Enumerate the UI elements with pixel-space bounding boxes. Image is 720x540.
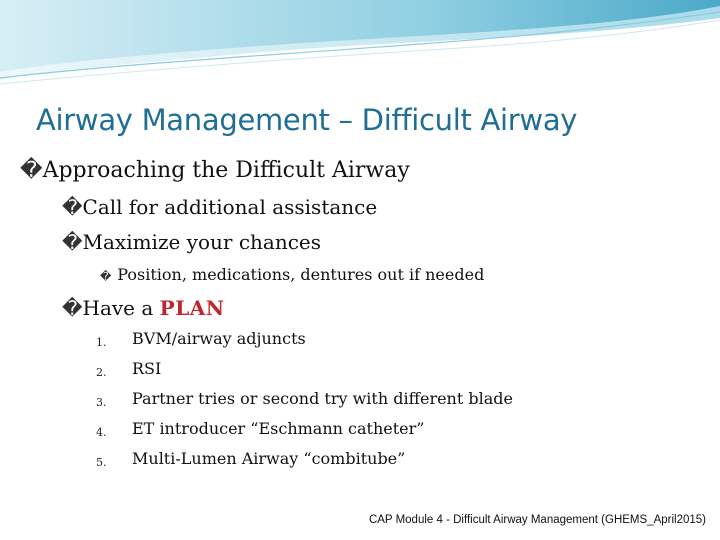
bullet-glyph-icon: � xyxy=(62,195,83,219)
bullet-level2 xyxy=(62,195,377,219)
list-number: 3. xyxy=(96,396,107,409)
slide-title: Airway Management – Difficult Airway xyxy=(36,103,578,137)
bullet-glyph-icon: � xyxy=(62,230,83,254)
plan-heading xyxy=(62,296,225,320)
bullet-level2 xyxy=(62,230,321,254)
list-item: ET introducer “Eschmann catheter” xyxy=(132,419,425,438)
list-number: 4. xyxy=(96,426,107,439)
list-number: 5. xyxy=(96,456,107,469)
list-number: 2. xyxy=(96,366,107,379)
bullet-glyph-icon: � xyxy=(62,296,83,320)
list-item: BVM/airway adjuncts xyxy=(132,329,306,348)
bullet-glyph-icon: � xyxy=(100,270,112,283)
bullet-text: Call for additional assistance xyxy=(82,195,378,219)
slide-footer: CAP Module 4 - Difficult Airway Management (GHEMS_April2015) xyxy=(368,514,706,526)
bullet-level1 xyxy=(20,158,410,183)
list-item: Multi-Lumen Airway “combitube” xyxy=(132,449,406,468)
bullet-level3 xyxy=(100,265,484,284)
list-number: 1. xyxy=(96,336,107,349)
bullet-text: Maximize your chances xyxy=(82,230,322,254)
bullet-glyph-icon: � xyxy=(20,158,43,183)
plan-heading-prefix: Have a xyxy=(82,296,160,320)
header-wave-banner xyxy=(0,0,720,100)
list-item: Partner tries or second try with different blade xyxy=(132,389,513,408)
list-item: RSI xyxy=(132,359,162,378)
bullet-text: Approaching the Difficult Airway xyxy=(42,158,410,183)
bullet-text: Position, medications, dentures out if needed xyxy=(117,265,485,284)
plan-emphasis: PLAN xyxy=(159,296,225,320)
